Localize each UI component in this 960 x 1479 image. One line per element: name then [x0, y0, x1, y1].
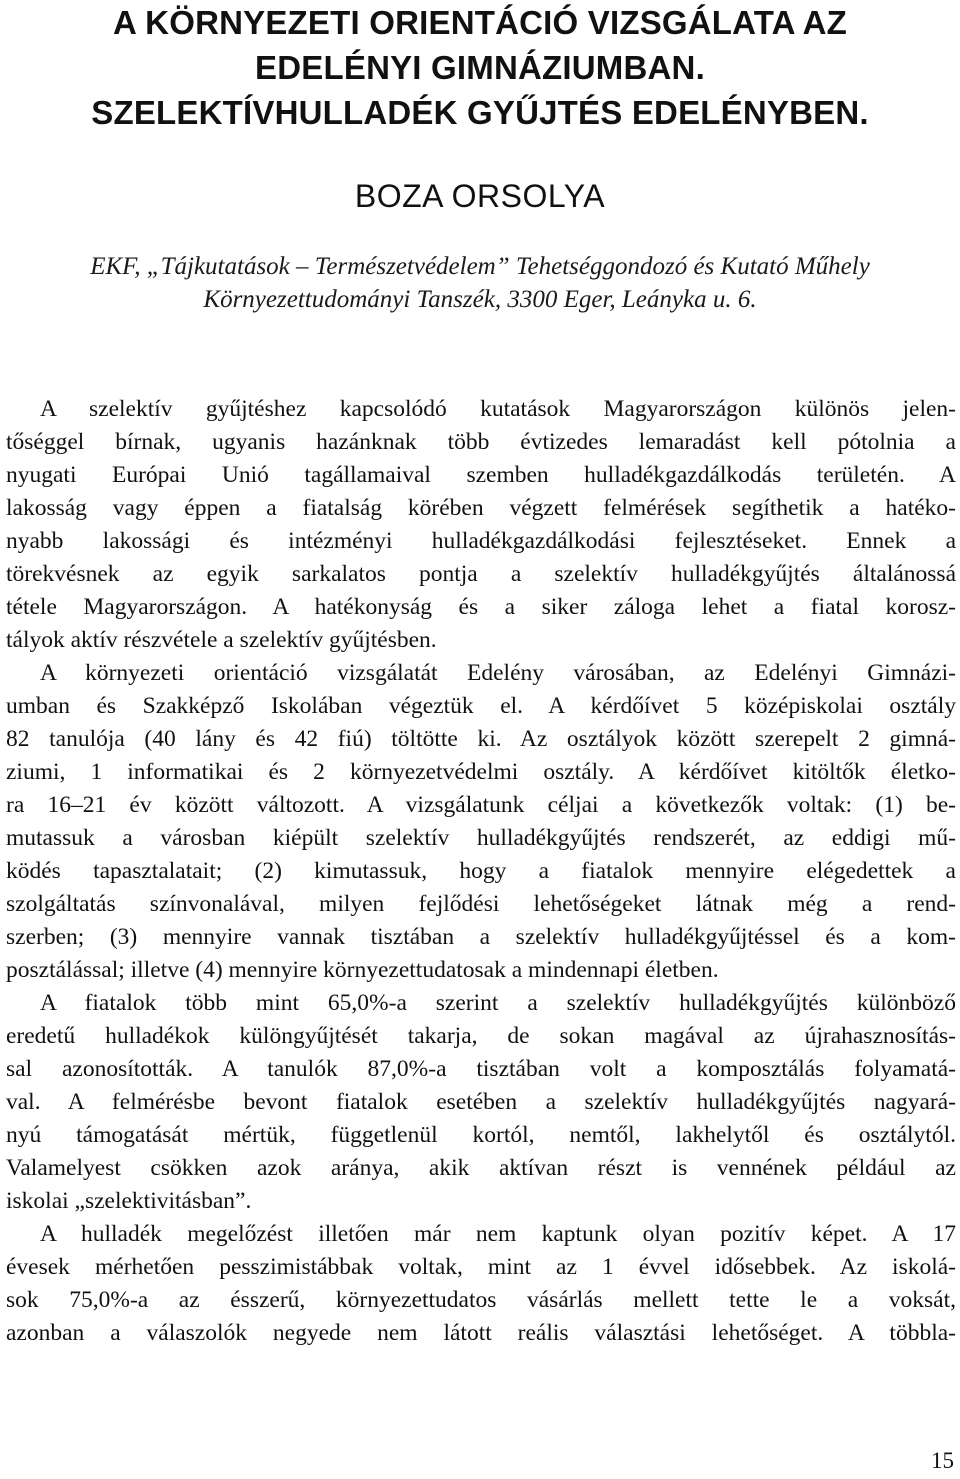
affiliation-line: EKF, „Tájkutatások – Természetvédelem” Tehetséggondozó és Kutató Műhely — [90, 253, 870, 280]
paragraph-line: eredetű hulladékok különgyűjtését takarja, de sokan magával az újrahasznosítás- — [6, 1023, 956, 1049]
paragraph-line: ziumi, 1 informatikai és 2 környezetvédelmi osztály. A kérdőívet kitöltők életko- — [6, 759, 956, 785]
abstract-body — [6, 393, 956, 1350]
paragraph-line: évesek mérhetően pesszimistábbak voltak, mint az 1 évvel idősebbek. Az iskolá- — [6, 1254, 956, 1280]
paragraph-line: ködés tapasztalatait; (2) kimutassuk, hogy a fiatalok mennyire elégedettek a — [6, 858, 956, 884]
paragraph-line: 82 tanulója (40 lány és 42 fiú) töltötte ki. Az osztályok között szerepelt 2 gimná- — [6, 726, 956, 752]
paragraph-line: Valamelyest csökken azok aránya, akik aktívan részt is vennének például az — [6, 1155, 956, 1181]
paragraph-line: iskolai „szelektivitásban”. — [6, 1188, 252, 1214]
title-line: A KÖRNYEZETI ORIENTÁCIÓ VIZSGÁLATA AZ — [113, 4, 847, 41]
paragraph-line: posztálással; illetve (4) mennyire környezettudatosak a mindennapi életben. — [6, 957, 719, 983]
paragraph-line: törekvésnek az egyik sarkalatos pontja a szelektív hulladékgyűjtés általánossá — [6, 561, 956, 587]
title-line: EDELÉNYI GIMNÁZIUMBAN. — [255, 49, 705, 86]
author-name: BOZA ORSOLYA — [354, 178, 606, 214]
title-line: SZELEKTÍVHULLADÉK GYŰJTÉS EDELÉNYBEN. — [91, 94, 869, 131]
paragraph-line: szolgáltatás színvonalával, milyen fejlődési lehetőségeket látnak még a rend- — [6, 891, 956, 917]
paragraph-line: sok 75,0%-a az ésszerű, környezettudatos vásárlás mellett tette le a voksát, — [6, 1287, 956, 1313]
paper-title — [0, 0, 960, 135]
paragraph-line: nyugati Európai Unió tagállamaival szemben hulladékgazdálkodás területén. A — [6, 462, 956, 488]
paragraph-line: A szelektív gyűjtéshez kapcsolódó kutatások Magyarországon különös jelen- — [40, 396, 956, 422]
paragraph-line: ra 16–21 év között változott. A vizsgálatunk céljai a következők voltak: (1) be- — [6, 792, 956, 818]
paragraph-line: lakosság vagy éppen a fiatalság körében végzett felmérések segíthetik a hatéko- — [6, 495, 956, 521]
paragraph-line: nyabb lakossági és intézményi hulladékgazdálkodási fejlesztéseket. Ennek a — [6, 528, 956, 554]
paragraph-line: nyú támogatását mértük, függetlenül kortól, nemtől, lakhelytől és osztálytól. — [6, 1122, 956, 1148]
paragraph-line: tétele Magyarországon. A hatékonyság és a siker záloga lehet a fiatal korosz- — [6, 594, 956, 620]
affiliation-line: Környezettudományi Tanszék, 3300 Eger, Leányka u. 6. — [203, 286, 757, 313]
paragraph-line: val. A felmérésbe bevont fiatalok esetében a szelektív hulladékgyűjtés nagyará- — [6, 1089, 956, 1115]
paragraph-line: tályok aktív részvétele a szelektív gyűjtésben. — [6, 627, 437, 653]
paragraph-line: szerben; (3) mennyire vannak tisztában a szelektív hulladékgyűjtéssel és a kom- — [6, 924, 956, 950]
paragraph-line: azonban a válaszolók negyede nem látott reális választási lehetőséget. A többla- — [6, 1320, 956, 1346]
paragraph-line: sal azonosították. A tanulók 87,0%-a tisztában volt a komposztálás folyamatá- — [6, 1056, 956, 1082]
paragraph-line: mutassuk a városban kiépült szelektív hulladékgyűjtés rendszerét, az eddigi mű- — [6, 825, 956, 851]
paragraph-line: tőséggel bírnak, ugyanis hazánknak több évtizedes lemaradást kell pótolnia a — [6, 429, 956, 455]
page-number: 15 — [931, 1448, 954, 1473]
paragraph-line: A környezeti orientáció vizsgálatát Edelény városában, az Edelényi Gimnázi- — [40, 660, 956, 686]
paragraph-line: umban és Szakképző Iskolában végeztük el. A kérdőívet 5 középiskolai osztály — [6, 693, 956, 719]
paragraph-line: A fiatalok több mint 65,0%-a szerint a szelektív hulladékgyűjtés különböző — [40, 990, 956, 1016]
paragraph-line: A hulladék megelőzést illetően már nem kaptunk olyan pozitív képet. A 17 — [40, 1221, 956, 1247]
affiliation — [0, 250, 960, 316]
